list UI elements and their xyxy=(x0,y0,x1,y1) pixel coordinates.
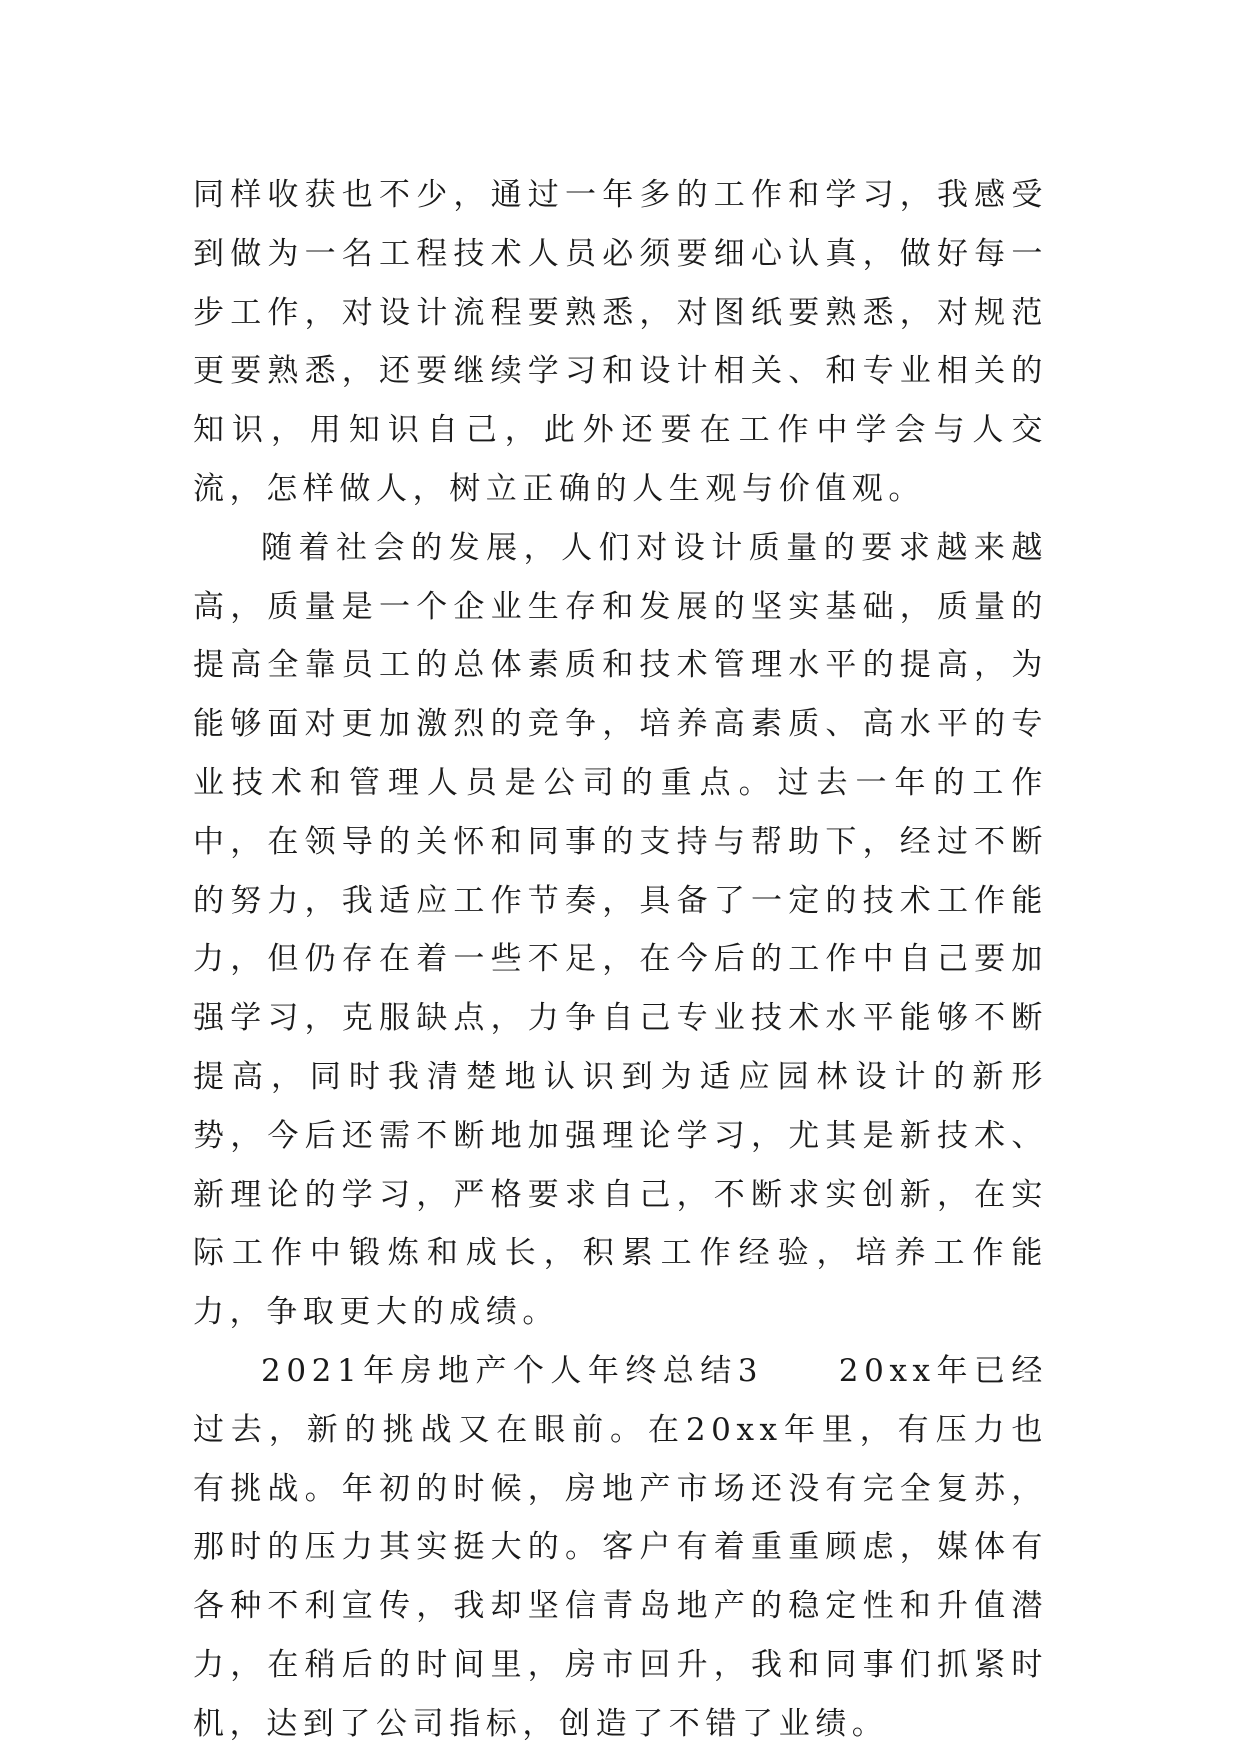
paragraph-1: 同样收获也不少，通过一年多的工作和学习，我感受到做为一名工程技术人员必须要细心认真，做好每一步工作，对设计流程要熟悉，对图纸要熟悉，对规范更要熟悉，还要继续学习和设计相关、和专业相关的知识，用知识自己，此外还要在工作中学会与人交流，怎样做人，树立正确的人生观与价值观。 xyxy=(193,177,1048,507)
paragraph-3: 2021年房地产个人年终总结3 20xx年已经过去，新的挑战又在眼前。在20xx年里，有压力也有挑战。年初的时候，房地产市场还没有完全复苏，那时的压力其实挺大的。客户有着重重顾虑，媒体有各种不利宣传，我却坚信青岛地产的稳定性和升值潜力，在稍后的时间里，房市回升，我和同事们抓紧时机，达到了公司指标，创造了不错了业绩。 xyxy=(193,1352,1048,1742)
document-body xyxy=(193,166,1048,1754)
paragraph-2: 随着社会的发展，人们对设计质量的要求越来越高，质量是一个企业生存和发展的坚实基础，质量的提高全靠员工的总体素质和技术管理水平的提高，为能够面对更加激烈的竞争，培养高素质、高水平的专业技术和管理人员是公司的重点。过去一年的工作中，在领导的关怀和同事的支持与帮助下，经过不断的努力，我适应工作节奏，具备了一定的技术工作能力，但仍存在着一些不足，在今后的工作中自己要加强学习，克服缺点，力争自己专业技术水平能够不断提高，同时我清楚地认识到为适应园林设计的新形势，今后还需不断地加强理论学习，尤其是新技术、新理论的学习，严格要求自己，不断求实创新，在实际工作中锻炼和成长，积累工作经验，培养工作能力，争取更大的成绩。 xyxy=(193,529,1048,1331)
